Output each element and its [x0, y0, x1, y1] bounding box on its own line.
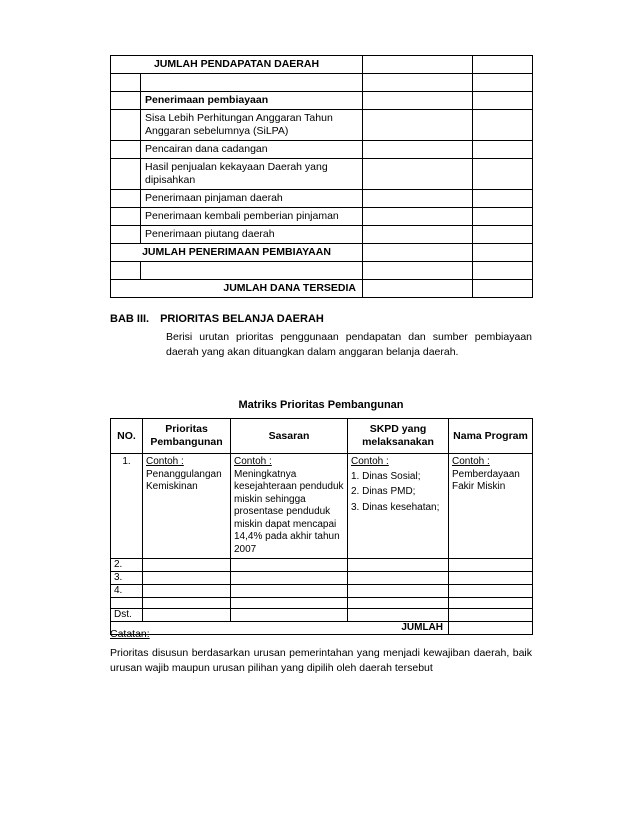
- matrix-total-label: JUMLAH: [111, 622, 449, 635]
- chapter-number: BAB III.: [110, 313, 150, 325]
- table-row: [111, 159, 533, 190]
- total-financing-row: [111, 244, 533, 262]
- table-row: [111, 609, 533, 622]
- target-value: Meningkatnya kesejahteraan penduduk miskin sehingga prosentase penduduk miskin dapat mencapai 14,4% pada akhir tahun 2007: [234, 468, 344, 555]
- chapter-heading: [110, 313, 324, 325]
- total-income-label: JUMLAH PENDAPATAN DAERAH: [111, 56, 363, 74]
- financing-item: Hasil penjualan kekayaan Daerah yang dipisahkan: [141, 159, 363, 190]
- table-row: [111, 572, 533, 585]
- blank-row: [111, 74, 533, 92]
- revenue-table: [110, 55, 533, 298]
- skpd-item: 3. Dinas kesehatan;: [351, 501, 440, 513]
- matrix-total-row: [111, 622, 533, 635]
- example-label: Contoh :: [234, 456, 272, 467]
- table-row: [111, 559, 533, 572]
- financing-item: Penerimaan kembali pemberian pinjaman: [141, 208, 363, 226]
- row-number: 1.: [111, 454, 143, 559]
- table-row: [111, 190, 533, 208]
- priority-value: Penanggulangan Kemiskinan: [146, 468, 222, 492]
- blank-row: [111, 262, 533, 280]
- matrix-header-row: [111, 419, 533, 454]
- matrix-title: Matriks Prioritas Pembangunan: [238, 399, 404, 411]
- program-value: Pemberdayaan Fakir Miskin: [452, 468, 520, 492]
- header-skpd: SKPD yang melaksanakan: [348, 419, 449, 454]
- skpd-item: 2. Dinas PMD;: [351, 486, 416, 497]
- total-income-row: [111, 56, 533, 74]
- total-financing-label: JUMLAH PENERIMAAN PEMBIAYAAN: [111, 244, 363, 262]
- skpd-item: 1. Dinas Sosial;: [351, 470, 421, 482]
- chapter-description: Berisi urutan prioritas penggunaan pendapatan dan sumber pembiayaan daerah yang akan dituangkan dalam anggaran belanja daerah.: [166, 331, 532, 358]
- skpd-cell: [348, 454, 449, 559]
- table-row: [111, 598, 533, 609]
- total-available-row: [111, 280, 533, 298]
- header-no: NO.: [111, 419, 143, 454]
- notes-text: Prioritas disusun berdasarkan urusan pemerintahan yang menjadi kewajiban daerah, baik urusan wajib maupun urusan pilihan yang dipilih oleh daerah tersebut: [110, 647, 532, 674]
- table-row: [111, 226, 533, 244]
- target-cell: [231, 454, 348, 559]
- financing-item: Sisa Lebih Perhitungan Anggaran Tahun Anggaran sebelumnya (SiLPA): [141, 110, 363, 141]
- row-number: 4.: [111, 585, 143, 598]
- table-row: [111, 208, 533, 226]
- financing-item: Pencairan dana cadangan: [141, 141, 363, 159]
- financing-heading: Penerimaan pembiayaan: [141, 92, 363, 110]
- chapter-title: PRIORITAS BELANJA DAERAH: [160, 313, 324, 325]
- priority-cell: [143, 454, 231, 559]
- total-available-label: JUMLAH DANA TERSEDIA: [111, 280, 363, 298]
- table-row: [111, 454, 533, 559]
- example-label: Contoh :: [146, 456, 184, 467]
- example-label: Contoh :: [351, 456, 389, 467]
- priority-matrix-table: [110, 418, 533, 635]
- example-label: Contoh :: [452, 456, 490, 467]
- table-row: [111, 141, 533, 159]
- row-number: Dst.: [111, 609, 143, 622]
- header-program: Nama Program: [449, 419, 533, 454]
- table-row: [111, 585, 533, 598]
- header-target: Sasaran: [231, 419, 348, 454]
- row-number: [111, 598, 143, 609]
- header-priority: Prioritas Pembangunan: [143, 419, 231, 454]
- table-row: [111, 110, 533, 141]
- notes-title: Catatan:: [110, 628, 150, 640]
- financing-heading-row: [111, 92, 533, 110]
- row-number: 3.: [111, 572, 143, 585]
- financing-item: Penerimaan piutang daerah: [141, 226, 363, 244]
- financing-item: Penerimaan pinjaman daerah: [141, 190, 363, 208]
- program-cell: [449, 454, 533, 559]
- row-number: 2.: [111, 559, 143, 572]
